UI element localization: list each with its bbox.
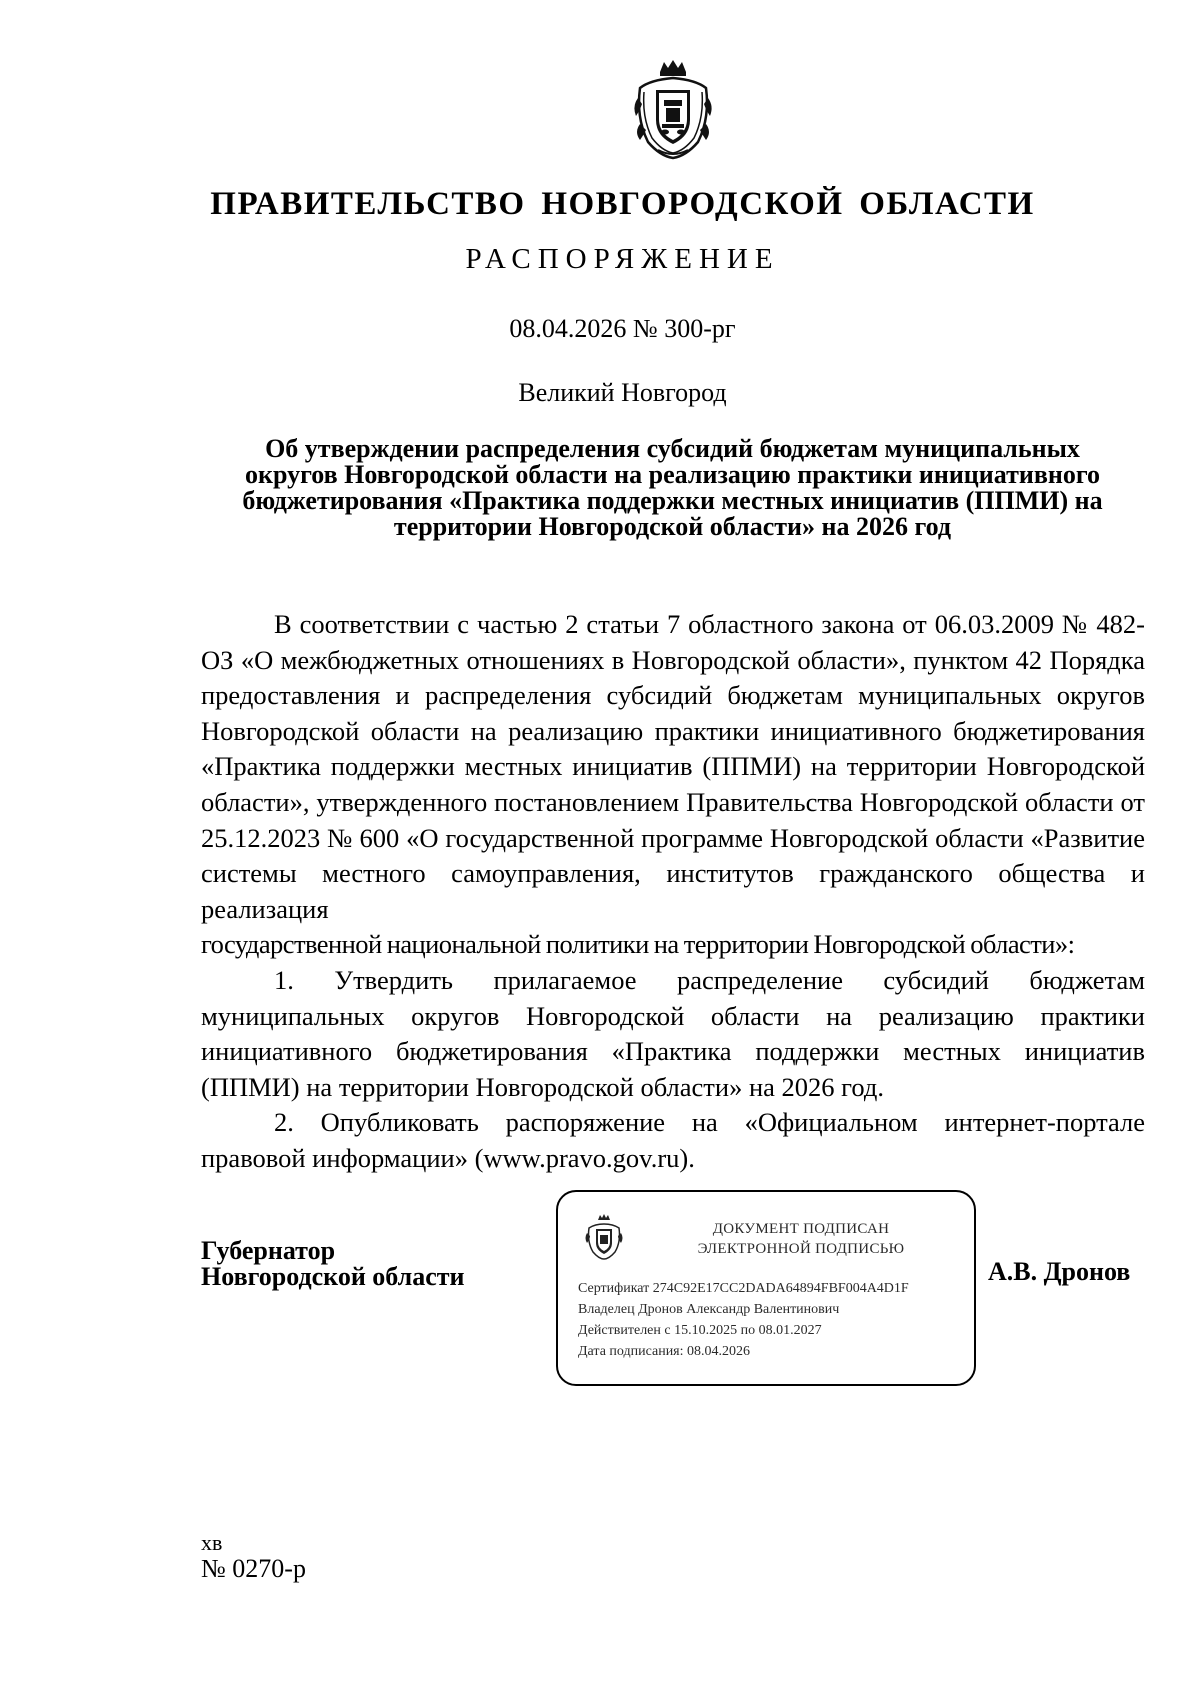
stamp-certificate: Сертификат 274C92E17CC2DADA64894FBF004A4D1F	[578, 1281, 909, 1296]
stamp-validity: Действителен с 15.10.2025 по 08.01.2027	[578, 1323, 822, 1338]
footer-document-number: № 0270-р	[201, 1554, 306, 1583]
body-preamble: В соответствии с частью 2 статьи 7 областного закона от 06.03.2009 № 482-ОЗ «О межбюджетных отношениях в Новгородской области», пунктом 42 Порядка предоставления и распределения субсидий бюджетам муниципальных округов Новгородской области на реализацию практики инициативного бюджетирования «Практика поддержки местных инициатив (ППМИ) на территории Новгородской области», утвержденного постановлением Правительства Новгородской области от 25.12.2023 № 600 «О государственной программе Новгородской области «Развитие системы местного самоуправления, институтов гражданского общества и реализация	[201, 609, 1145, 924]
stamp-title	[628, 1219, 974, 1259]
document-heading	[200, 436, 1145, 540]
stamp-title-line: ЭЛЕКТРОННОЙ ПОДПИСЬЮ	[697, 1241, 905, 1257]
document-body	[201, 607, 1145, 1177]
organization-title: ПРАВИТЕЛЬСТВО НОВГОРОДСКОЙ ОБЛАСТИ	[210, 186, 1035, 222]
footer-code: хв	[201, 1530, 223, 1555]
body-item-1: 1. Утвердить прилагаемое распределение субсидий бюджетам муниципальных округов Новгородской области на реализацию практики инициативного бюджетирования «Практика поддержки местных инициатив (ППМИ) на территории Новгородской области» на 2026 год.	[201, 964, 1145, 1102]
signer-position-line: Губернатор	[201, 1236, 336, 1265]
electronic-signature-stamp	[556, 1190, 976, 1386]
coat-of-arms-emblem-icon	[630, 58, 716, 160]
stamp-details	[578, 1278, 964, 1362]
body-preamble-last-line: государственной национальной политики на территории Новгородской области»:	[201, 929, 1075, 960]
stamp-title-line: ДОКУМЕНТ ПОДПИСАН	[712, 1221, 890, 1237]
document-type: РАСПОРЯЖЕНИЕ	[465, 243, 780, 275]
heading-line: Об утверждении распределения субсидий бюджетам муниципальных	[265, 434, 1080, 463]
document-date-number: 08.04.2026 № 300-рг	[509, 314, 736, 343]
stamp-signed-date: Дата подписания: 08.04.2026	[578, 1344, 751, 1359]
body-item-2: 2. Опубликовать распоряжение на «Официальном интернет-портале правовой информации» (www.pravo.gov.ru).	[201, 1107, 1145, 1173]
signer-position	[201, 1238, 465, 1290]
heading-line: территории Новгородской области» на 2026 год	[393, 512, 952, 541]
stamp-owner: Владелец Дронов Александр Валентинович	[578, 1302, 840, 1317]
document-city: Великий Новгород	[518, 378, 727, 407]
heading-line: округов Новгородской области на реализацию практики инициативного	[244, 460, 1101, 489]
heading-line: бюджетирования «Практика поддержки местных инициатив (ППМИ) на	[242, 486, 1103, 515]
signer-position-line: Новгородской области	[201, 1262, 465, 1291]
signer-name: А.В. Дронов	[988, 1257, 1131, 1286]
stamp-emblem-icon	[584, 1214, 624, 1260]
